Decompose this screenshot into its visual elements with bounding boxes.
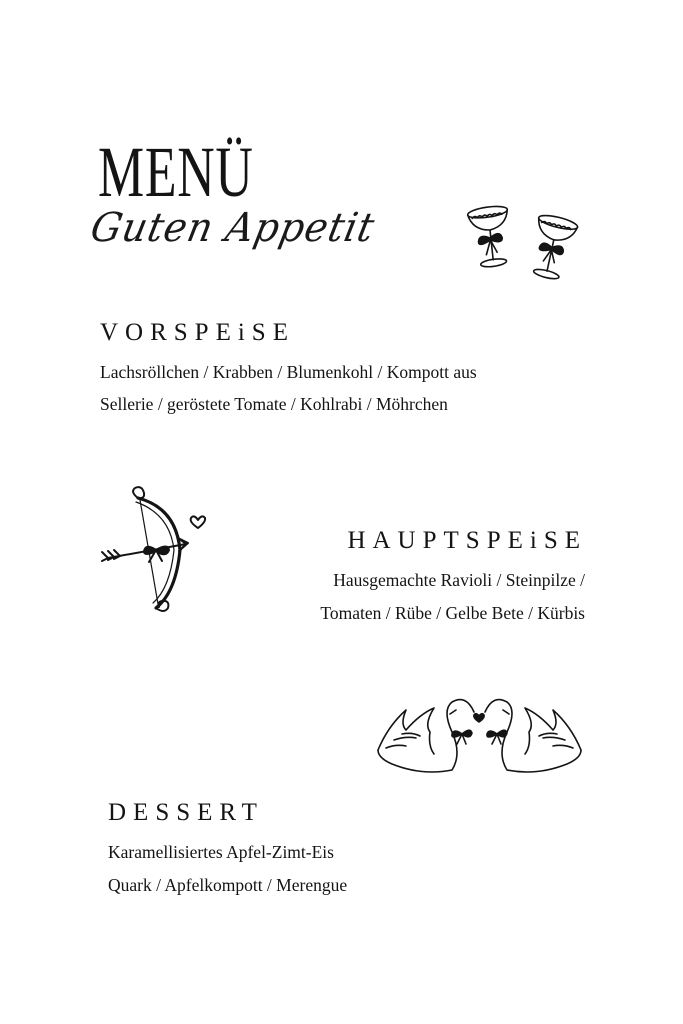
menu-subtitle: Guten Appetit [86,205,379,251]
dessert-line-2: Quark / Apfelkompott / Merengue [108,875,348,895]
swans-heart-icon [372,690,587,778]
dessert-line-1: Karamellisiertes Apfel-Zimt-Eis [108,842,334,862]
section-title-dessert: DESSERT [108,799,264,826]
section-title-hauptspeise: HAUPTSPEiSE [347,527,587,554]
section-title-vorspeise: VORSPEiSE [100,319,295,346]
hauptspeise-line-2: Tomaten / Rübe / Gelbe Bete / Kürbis [320,603,585,623]
cupid-bow-arrow-icon [98,488,213,618]
menu-title: MENÜ [98,132,254,212]
champagne-glasses-icon [455,200,595,295]
hauptspeise-line-1: Hausgemachte Ravioli / Steinpilze / [333,570,585,590]
vorspeise-line-2: Sellerie / geröstete Tomate / Kohlrabi / Möhrchen [100,394,448,414]
vorspeise-line-1: Lachsröllchen / Krabben / Blumenkohl / Kompott aus [100,362,477,382]
